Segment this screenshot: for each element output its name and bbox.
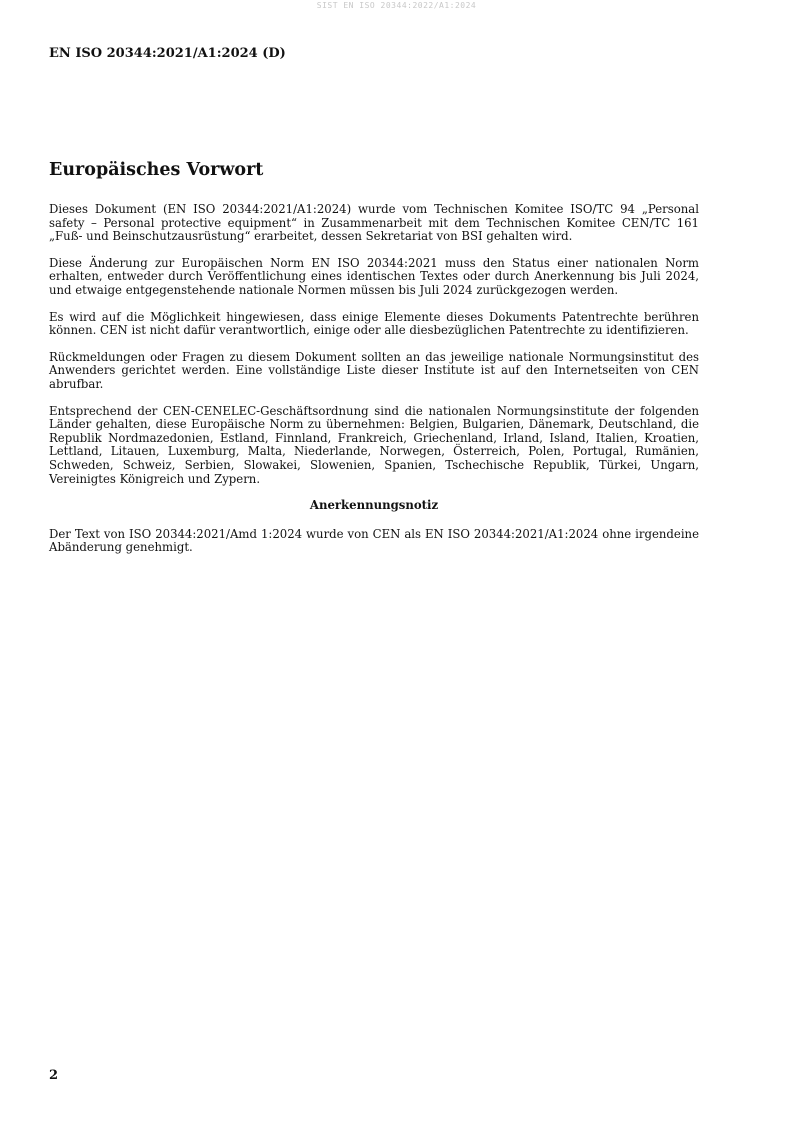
- foreword-body: [49, 203, 699, 568]
- paragraph-status: Diese Änderung zur Europäischen Norm EN ISO 20344:2021 muss den Status einer nationalen Norm erhalten, entweder durch Veröffentlichung eines identischen Textes oder durch Anerkennung bis Juli 2024, und etwaige entgegenstehende nationale Normen müssen bis Juli 2024 zurückgezogen werden.: [49, 255, 699, 297]
- paragraph-patents: Es wird auf die Möglichkeit hingewiesen, dass einige Elemente dieses Dokuments Patentrechte berühren können. CEN ist nicht dafür verantwortlich, einige oder alle diesbezüglichen Patentrechte zu identifizieren.: [49, 309, 699, 338]
- paragraph-committee: Dieses Dokument (EN ISO 20344:2021/A1:2024) wurde vom Technischen Komitee ISO/TC 94 „Personal safety – Personal protective equipment“ in Zusammenarbeit mit dem Technischen Komitee CEN/TC 161 „Fuß- und Beinschutzausrüstung“ erarbeitet, dessen Sekretariat von BSI gehalten wird.: [49, 202, 699, 244]
- page-title: Europäisches Vorwort: [49, 160, 264, 180]
- endorsement-heading: Anerkennungsnotiz: [309, 498, 439, 513]
- endorsement-text: Der Text von ISO 20344:2021/Amd 1:2024 wurde von CEN als EN ISO 20344:2021/A1:2024 ohne irgendeine Abänderung genehmigt.: [49, 526, 699, 555]
- paragraph-feedback: Rückmeldungen oder Fragen zu diesem Dokument sollten an das jeweilige nationale Normungsinstitut des Anwenders gerichtet werden. Eine vollständige Liste dieser Institute ist auf den Internetseiten von CEN abrufbar.: [49, 349, 699, 391]
- watermark-text: SIST EN ISO 20344:2022/A1:2024: [316, 1, 477, 10]
- document-id: EN ISO 20344:2021/A1:2024 (D): [49, 46, 286, 61]
- paragraph-countries: Entsprechend der CEN-CENELEC-Geschäftsordnung sind die nationalen Normungsinstitute der folgenden Länder gehalten, diese Europäische Norm zu übernehmen: Belgien, Bulgarien, Dänemark, Deutschland, die Republik Nordmazedonien, Estland, Finnland, Frankreich, Griechenland, Irland, Island, Italien, Kroatien, Lettland, Litauen, Luxemburg, Malta, Niederlande, Norwegen, Österreich, Polen, Portugal, Rumänien, Schweden, Schweiz, Serbien, Slowakei, Slowenien, Spanien, Tschechische Republik, Türkei, Ungarn, Vereinigtes Königreich und Zypern.: [49, 403, 699, 486]
- page-number: 2: [49, 1068, 59, 1083]
